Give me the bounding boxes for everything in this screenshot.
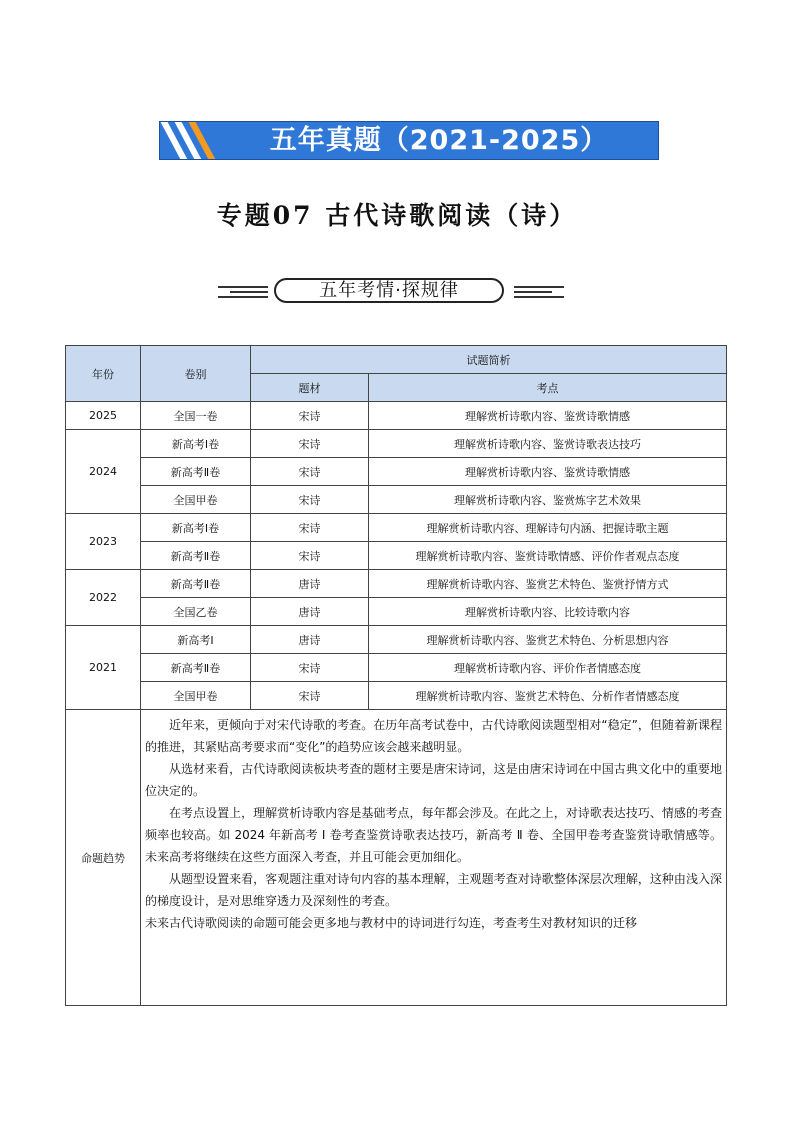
table-row	[66, 458, 727, 486]
exam-analysis-table	[65, 345, 727, 1006]
decorative-lines-right	[514, 286, 564, 301]
genre-cell: 唐诗	[251, 598, 369, 626]
genre-cell: 宋诗	[251, 514, 369, 542]
focus-cell: 理解赏析诗歌内容、比较诗歌内容	[369, 598, 727, 626]
header-analysis: 试题简析	[251, 346, 727, 374]
genre-cell: 唐诗	[251, 626, 369, 654]
trend-label: 命题趋势	[66, 710, 141, 1006]
paper-cell: 全国乙卷	[141, 598, 251, 626]
paper-cell: 新高考Ⅰ卷	[141, 430, 251, 458]
header-paper: 卷别	[141, 346, 251, 402]
banner-title: 五年真题（2021-2025）	[269, 125, 609, 156]
section-heading	[218, 278, 564, 304]
genre-cell: 宋诗	[251, 402, 369, 430]
focus-cell: 理解赏析诗歌内容、理解诗句内涵、把握诗歌主题	[369, 514, 727, 542]
header-focus: 考点	[369, 374, 727, 402]
year-cell: 2022	[66, 570, 141, 626]
trend-paragraph: 在考点设置上，理解赏析诗歌内容是基础考点，每年都会涉及。在此之上，对诗歌表达技巧、情感的考查频率也较高。如 2024 年新高考 Ⅰ 卷考查鉴赏诗歌表达技巧，新高考 Ⅱ 卷、全国甲卷考查鉴赏诗歌情感等。未来高考将继续在这些方面深入考查，并且可能会更加细化。	[145, 806, 722, 864]
table-row	[66, 542, 727, 570]
genre-cell: 宋诗	[251, 654, 369, 682]
subject-title: 专题07 古代诗歌阅读（诗）	[216, 201, 578, 230]
section-label: 五年考情·探规律	[274, 278, 504, 303]
focus-cell: 理解赏析诗歌内容、鉴赏诗歌表达技巧	[369, 430, 727, 458]
focus-cell: 理解赏析诗歌内容、评价作者情感态度	[369, 654, 727, 682]
table-row	[66, 626, 727, 654]
trend-paragraph: 近年来，更倾向于对宋代诗歌的考查。在历年高考试卷中，古代诗歌阅读题型相对“稳定”，但随着新课程的推进，其紧贴高考要求而“变化”的趋势应该会越来越明显。	[145, 718, 722, 754]
genre-cell: 宋诗	[251, 430, 369, 458]
focus-cell: 理解赏析诗歌内容、鉴赏诗歌情感	[369, 458, 727, 486]
table-row	[66, 430, 727, 458]
title-banner	[159, 121, 659, 160]
header-year: 年份	[66, 346, 141, 402]
year-cell: 2024	[66, 430, 141, 514]
table-row	[66, 682, 727, 710]
year-cell: 2025	[66, 402, 141, 430]
paper-cell: 全国甲卷	[141, 486, 251, 514]
table-row	[66, 570, 727, 598]
paper-cell: 全国一卷	[141, 402, 251, 430]
paper-cell: 新高考Ⅰ	[141, 626, 251, 654]
focus-cell: 理解赏析诗歌内容、鉴赏艺术特色、鉴赏抒情方式	[369, 570, 727, 598]
paper-cell: 新高考Ⅱ卷	[141, 570, 251, 598]
focus-cell: 理解赏析诗歌内容、鉴赏艺术特色、分析作者情感态度	[369, 682, 727, 710]
year-cell: 2021	[66, 626, 141, 710]
table-row	[66, 654, 727, 682]
table-row	[66, 514, 727, 542]
paper-cell: 新高考Ⅱ卷	[141, 458, 251, 486]
focus-cell: 理解赏析诗歌内容、鉴赏诗歌情感、评价作者观点态度	[369, 542, 727, 570]
genre-cell: 宋诗	[251, 486, 369, 514]
paper-cell: 新高考Ⅱ卷	[141, 654, 251, 682]
genre-cell: 唐诗	[251, 570, 369, 598]
paper-cell: 新高考Ⅰ卷	[141, 514, 251, 542]
header-genre: 题材	[251, 374, 369, 402]
decorative-lines-left	[218, 286, 268, 301]
table-row	[66, 486, 727, 514]
focus-cell: 理解赏析诗歌内容、鉴赏艺术特色、分析思想内容	[369, 626, 727, 654]
trend-row	[66, 710, 727, 1006]
paper-cell: 全国甲卷	[141, 682, 251, 710]
genre-cell: 宋诗	[251, 542, 369, 570]
trend-content	[141, 710, 727, 1006]
trend-paragraph: 从题型设置来看，客观题注重对诗句内容的基本理解，主观题考查对诗歌整体深层次理解，这种由浅入深的梯度设计，是对思维穿透力及深刻性的考查。	[145, 872, 722, 908]
focus-cell: 理解赏析诗歌内容、鉴赏炼字艺术效果	[369, 486, 727, 514]
table-row	[66, 598, 727, 626]
genre-cell: 宋诗	[251, 458, 369, 486]
year-cell: 2023	[66, 514, 141, 570]
paper-cell: 新高考Ⅱ卷	[141, 542, 251, 570]
trend-paragraph: 从选材来看，古代诗歌阅读板块考查的题材主要是唐宋诗词，这是由唐宋诗词在中国古典文化中的重要地位决定的。	[145, 762, 722, 798]
trend-paragraph: 未来古代诗歌阅读的命题可能会更多地与教材中的诗词进行勾连，考查考生对教材知识的迁移	[145, 916, 638, 930]
focus-cell: 理解赏析诗歌内容、鉴赏诗歌情感	[369, 402, 727, 430]
table-row	[66, 402, 727, 430]
genre-cell: 宋诗	[251, 682, 369, 710]
